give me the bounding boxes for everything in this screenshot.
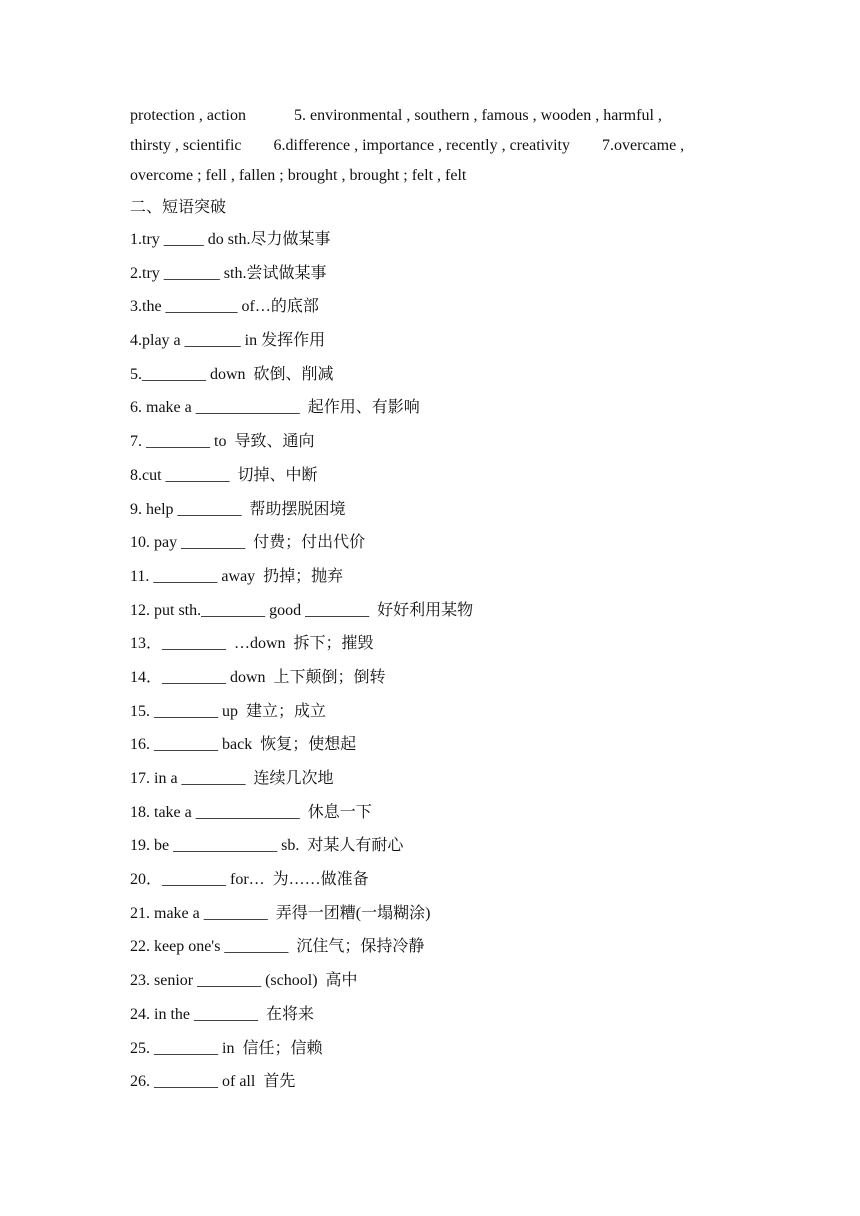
- phrase-item-8: 8.cut ________ 切掉、中断: [130, 466, 318, 484]
- phrase-item-17: 17. in a ________ 连续几次地: [130, 770, 334, 787]
- phrase-item-15: 15. ________ up 建立；成立: [130, 702, 327, 720]
- phrase-item-9: 9. help ________ 帮助摆脱困境: [130, 500, 346, 518]
- phrase-item-19: 19. be _____________ sb. 对某人有耐心: [130, 837, 404, 855]
- answer-line-3: overcome ; fell , fallen ; brought , brought ; felt , felt: [130, 167, 467, 184]
- section-title: 二、短语突破: [130, 199, 227, 216]
- phrase-item-5: 5.________ down 砍倒、削减: [130, 365, 334, 383]
- phrase-item-4: 4.play a _______ in 发挥作用: [130, 332, 326, 350]
- phrase-item-21: 21. make a ________ 弄得一团糟(一塌糊涂): [130, 904, 431, 922]
- phrase-item-3: 3.the _________ of…的底部: [130, 298, 319, 316]
- answer-line-1: protection , action 5. environmental , southern , famous , wooden , harmful ,: [130, 107, 662, 124]
- phrase-item-22: 22. keep one's ________ 沉住气；保持冷静: [130, 938, 425, 956]
- phrase-item-12: 12. put sth.________ good ________ 好好利用某物: [130, 601, 474, 619]
- phrase-item-25: 25. ________ in 信任；信赖: [130, 1039, 323, 1057]
- phrase-item-26: 26. ________ of all 首先: [130, 1073, 296, 1091]
- phrase-item-1: 1.try _____ do sth.尽力做某事: [130, 231, 331, 248]
- phrase-item-7: 7. ________ to 导致、通向: [130, 433, 315, 451]
- phrase-item-18: 18. take a _____________ 休息一下: [130, 803, 372, 821]
- phrase-item-24: 24. in the ________ 在将来: [130, 1005, 314, 1023]
- phrase-item-16: 16. ________ back 恢复；使想起: [130, 736, 357, 754]
- answer-line-2: thirsty , scientific 6.difference , importance , recently , creativity 7.overcame ,: [130, 137, 685, 154]
- phrase-item-6: 6. make a _____________ 起作用、有影响: [130, 399, 420, 417]
- phrase-item-11: 11. ________ away 扔掉；抛弃: [130, 567, 344, 585]
- phrase-item-20: 20．________ for… 为……做准备: [130, 871, 369, 889]
- phrase-item-2: 2.try _______ sth.尝试做某事: [130, 264, 327, 282]
- phrase-item-23: 23. senior ________ (school) 高中: [130, 972, 358, 990]
- phrase-item-13: 13．________ …down 拆下；摧毁: [130, 635, 374, 653]
- phrase-list: [130, 223, 740, 1099]
- phrase-item-14: 14．________ down 上下颠倒；倒转: [130, 668, 386, 686]
- document-content: [130, 101, 740, 1099]
- phrase-item-10: 10. pay ________ 付费；付出代价: [130, 534, 366, 552]
